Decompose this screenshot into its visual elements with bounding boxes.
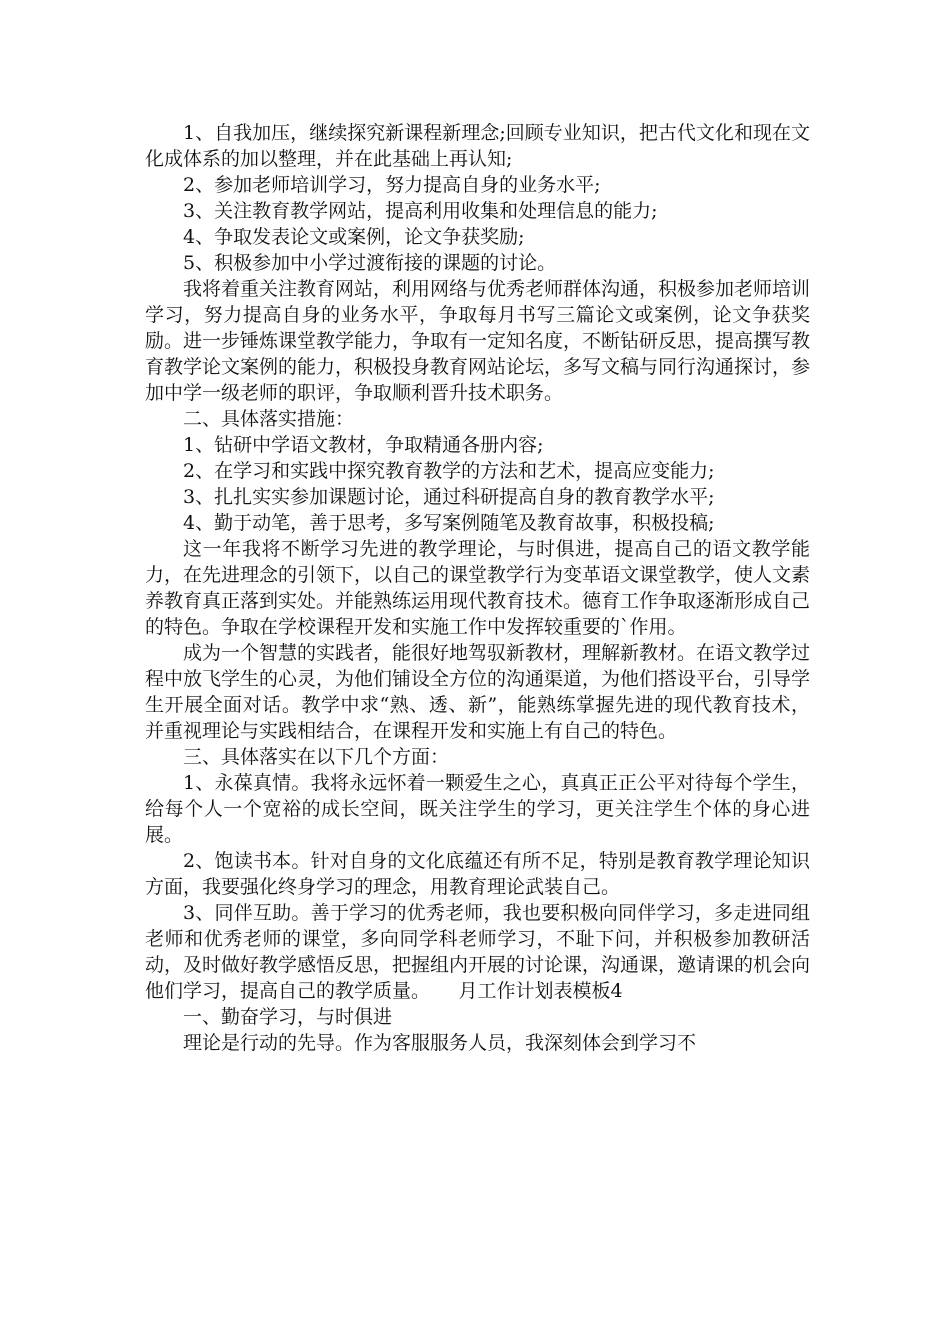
paragraph-11: 4、勤于动笔，善于思考，多写案例随笔及教育故事，积极投稿; xyxy=(183,512,715,534)
paragraph-10: 3、扎扎实实参加课题讨论，通过科研提高自身的教育教学水平; xyxy=(183,486,715,508)
section-heading-study: 一、勤奋学习，与时俱进 xyxy=(183,1006,393,1028)
paragraph-15: 1、永葆真情。我将永远怀着一颗爱生之心，真真正正公平对待每个学生，给每个人一个宽裕的成长空间，既关注学生的学习，更关注学生个体的身心进展。 xyxy=(145,772,810,846)
paragraph-5: 5、积极参加中小学过渡衔接的课题的讨论。 xyxy=(183,252,557,274)
paragraph-12: 这一年我将不断学习先进的教学理论，与时俱进，提高自己的语文教学能力，在先进理念的引领下，以自己的课堂教学行为变革语文课堂教学，使人文素养教育真正落到实处。并能熟练运用现代教育技术。德育工作争取逐渐形成自己的特色。争取在学校课程开发和实施工作中发挥较重要的`作用。 xyxy=(145,538,811,638)
paragraph-4: 4、争取发表论文或案例，论文争获奖励; xyxy=(183,226,525,248)
paragraph-3: 3、关注教育教学网站，提高利用收集和处理信息的能力; xyxy=(183,200,658,222)
paragraph-13: 成为一个智慧的实践者，能很好地驾驭新教材，理解新教材。在语文教学过程中放飞学生的心灵，为他们铺设全方位的沟通渠道，为他们搭设平台，引导学生开展全面对话。教学中求“熟、透、新”，能熟练掌握先进的现代教育技术，并重视理论与实践相结合，在课程开发和实施上有自己的特色。 xyxy=(145,642,811,742)
paragraph-6: 我将着重关注教育网站，利用网络与优秀老师群体沟通，积极参加老师培训学习，努力提高自身的业务水平，争取每月书写三篇论文或案例，论文争获奖励。进一步锤炼课堂教学能力，争取有一定知名度，不断钻研反思，提高撰写教育教学论文案例的能力，积极投身教育网站论坛，多写文稿与同行沟通探讨，参加中学一级老师的职评，争取顺利晋升技术职务。 xyxy=(145,278,811,404)
paragraph-9: 2、在学习和实践中探究教育教学的方法和艺术，提高应变能力; xyxy=(183,460,715,482)
section-heading-2: 二、具体落实措施： xyxy=(183,408,355,430)
paragraph-1: 1、自我加压，继续探究新课程新理念;回顾专业知识，把古代文化和现在文化成体系的加以整理，并在此基础上再认知; xyxy=(145,122,810,170)
document-page xyxy=(145,120,810,1056)
section-heading-3: 三、具体落实在以下几个方面： xyxy=(183,746,450,768)
paragraph-19: 理论是行动的先导。作为客服服务人员，我深刻体会到学习不 xyxy=(183,1032,697,1054)
paragraph-2: 2、参加老师培训学习，努力提高自身的业务水平; xyxy=(183,174,601,196)
paragraph-17: 3、同伴互助。善于学习的优秀老师，我也要积极向同伴学习，多走进同组老师和优秀老师的课堂，多向同学科老师学习，不耻下问，并积极参加教研活动，及时做好教学感悟反思，把握组内开展的讨论课，沟通课，邀请课的机会向他们学习，提高自己的教学质量。 月工作计划表模板4 xyxy=(145,902,811,1002)
paragraph-16: 2、饱读书本。针对自身的文化底蕴还有所不足，特别是教育教学理论知识方面，我要强化终身学习的理念，用教育理论武装自己。 xyxy=(145,850,810,898)
paragraph-8: 1、钻研中学语文教材，争取精通各册内容; xyxy=(183,434,544,456)
